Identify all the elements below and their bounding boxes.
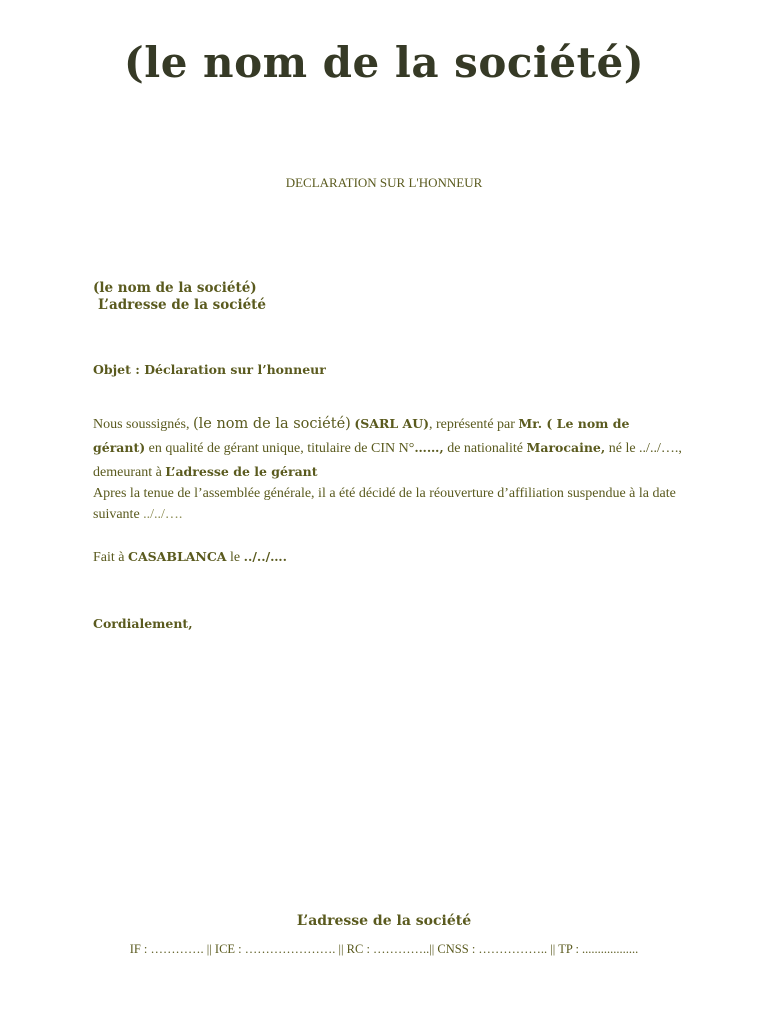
body-text-nationality: de nationalité: [443, 441, 527, 456]
place-date-line: [93, 549, 287, 566]
body-company-name: (le nom de la société): [192, 416, 351, 432]
body-cin: ……,: [414, 440, 444, 455]
declaration-heading: DECLARATION SUR L'HONNEUR: [285, 175, 483, 190]
body-paragraph-1: [93, 412, 683, 484]
closing: Cordialement,: [93, 616, 193, 631]
body-paragraph-2: [93, 483, 683, 525]
body-text-represented: , représenté par: [429, 417, 519, 432]
declaration-body: [93, 412, 683, 525]
company-address: L’adresse de la société: [98, 297, 267, 313]
body-assembly-text: Apres la tenue de l’assemblée générale, il a été décidé de la réouverture d’affiliation suspendue à la date suivante: [93, 486, 676, 522]
company-title: (le nom de la société): [123, 38, 645, 87]
footer-identifiers: IF : …………. || ICE : …………………. || RC : …………..|| CNSS : …………….. || TP : ..................: [129, 942, 639, 956]
fait-le: le: [226, 550, 244, 565]
body-date-placeholder: ../../….: [143, 507, 183, 522]
company-block: [93, 280, 266, 314]
body-manager-name: Mr. ( Le nom de gérant): [93, 416, 630, 455]
footer-address: L’adresse de la société: [296, 913, 472, 929]
company-name: (le nom de la société): [93, 280, 257, 296]
body-text-quality: en qualité de gérant unique, titulaire de CIN N°: [145, 441, 415, 456]
object-line: Objet : Déclaration sur l’honneur: [93, 362, 326, 377]
fait-label: Fait à: [93, 550, 128, 565]
body-manager-address: L’adresse de le gérant: [165, 464, 318, 479]
body-text-intro: Nous soussignés,: [93, 417, 193, 432]
fait-city: CASABLANCA: [128, 549, 227, 564]
body-legal-form: (SARL AU): [354, 416, 430, 431]
body-text-born: né le ../../…., demeurant à: [93, 441, 682, 480]
body-nationality: Marocaine,: [526, 440, 606, 455]
fait-date: ../../….: [243, 549, 287, 564]
